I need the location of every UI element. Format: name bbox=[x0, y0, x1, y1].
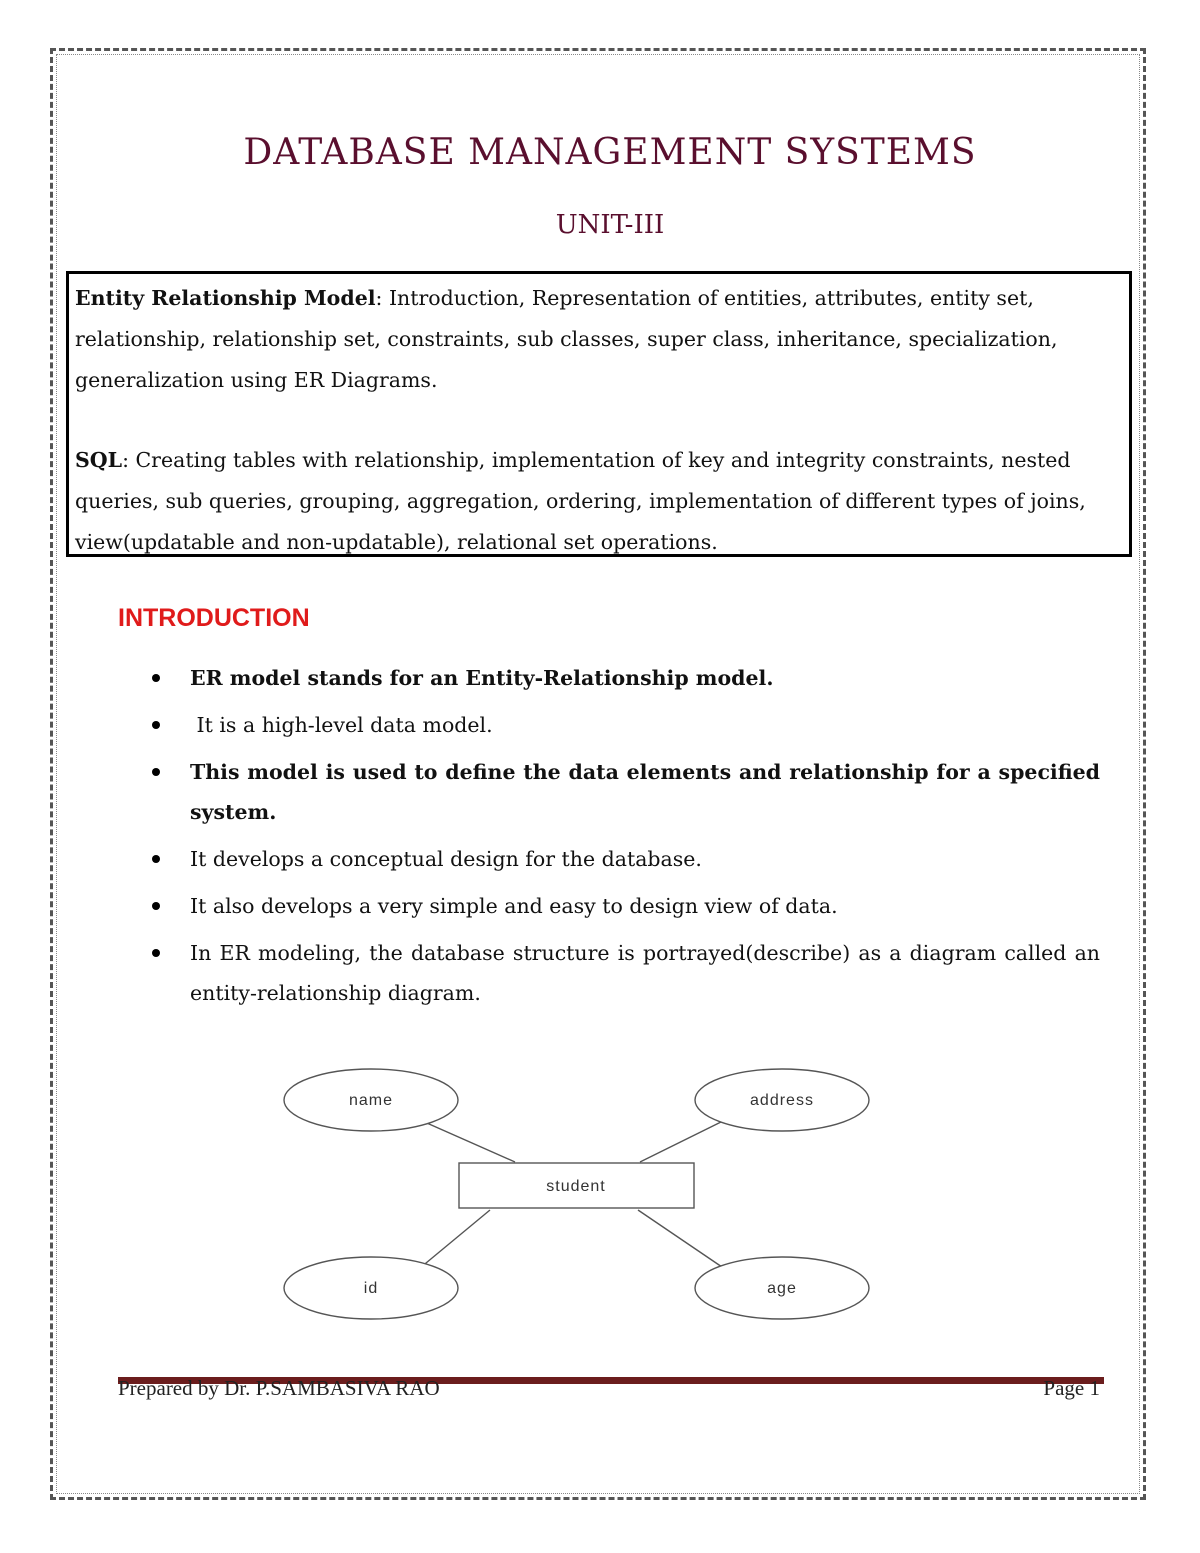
connector-line bbox=[420, 1120, 515, 1162]
bullet-icon bbox=[152, 721, 160, 729]
introduction-list bbox=[152, 658, 1100, 1020]
list-item: It also develops a very simple and easy to design view of data. bbox=[152, 886, 1100, 926]
list-item: This model is used to define the data elements and relationship for a specified system. bbox=[152, 752, 1100, 832]
er-diagram bbox=[270, 1060, 890, 1340]
bullet-icon bbox=[152, 902, 160, 910]
syllabus-sql-label: SQL bbox=[75, 448, 123, 472]
syllabus-box bbox=[66, 271, 1132, 557]
list-item: In ER modeling, the database structure is portrayed(describe) as a diagram called an entity-relationship diagram. bbox=[152, 933, 1100, 1013]
footer-page-number: Page 1 bbox=[1043, 1376, 1100, 1400]
attribute-name-label: name bbox=[348, 1092, 394, 1109]
bullet-icon bbox=[152, 768, 160, 776]
introduction-heading: INTRODUCTION bbox=[118, 604, 310, 632]
syllabus-er-paragraph bbox=[75, 278, 1123, 401]
syllabus-er-text: : Introduction, Representation of entities, attributes, entity set, relationship, relationship set, constraints, sub classes, super class, inheritance, specialization, generalization using ER Diagrams. bbox=[75, 286, 1058, 392]
syllabus-er-label: Entity Relationship Model bbox=[75, 286, 376, 310]
document-title: DATABASE MANAGEMENT SYSTEMS bbox=[243, 132, 977, 173]
list-item: It develops a conceptual design for the database. bbox=[152, 839, 1100, 879]
attribute-address-label: address bbox=[750, 1092, 814, 1109]
entity-label: student bbox=[546, 1178, 606, 1195]
syllabus-sql-text: : Creating tables with relationship, implementation of key and integrity constraints, nested queries, sub queries, grouping, aggregation, ordering, implementation of different types of joins, view(updatable and non-updatable), relational set operations. bbox=[75, 448, 1086, 554]
bullet-icon bbox=[152, 674, 160, 682]
footer-author: Prepared by Dr. P.SAMBASIVA RAO bbox=[118, 1376, 440, 1400]
attribute-age-label: age bbox=[767, 1280, 797, 1297]
list-item: ER model stands for an Entity-Relationship model. bbox=[152, 658, 1100, 698]
connector-line bbox=[640, 1120, 725, 1162]
syllabus-sql-paragraph bbox=[75, 440, 1123, 563]
unit-label: UNIT-III bbox=[555, 210, 665, 240]
bullet-icon bbox=[152, 855, 160, 863]
connector-line bbox=[638, 1210, 722, 1267]
attribute-id-label: id bbox=[363, 1280, 379, 1297]
connector-line bbox=[420, 1210, 490, 1268]
bullet-icon bbox=[152, 949, 160, 957]
list-item: It is a high-level data model. bbox=[152, 705, 1100, 745]
